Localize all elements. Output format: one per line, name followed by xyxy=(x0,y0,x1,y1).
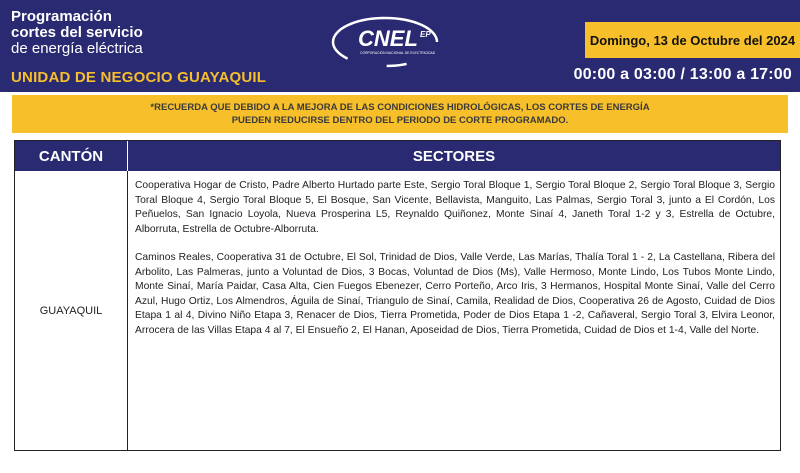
page-title xyxy=(11,9,143,57)
logo-text: CNEL xyxy=(358,26,418,51)
table-header-row xyxy=(15,141,780,171)
title-line-3: de energía eléctrica xyxy=(11,40,143,57)
notice-line-1: *RECUERDA QUE DEBIDO A LA MEJORA DE LAS CONDICIONES HIDROLÓGICAS, LOS CORTES DE ENERGÍA xyxy=(150,102,650,113)
cell-canton: GUAYAQUIL xyxy=(39,305,103,317)
header-sectores: SECTORES xyxy=(412,147,496,165)
cnel-logo xyxy=(330,13,480,71)
logo-subtitle: CORPORACIÓN NACIONAL DE ELECTRICIDAD xyxy=(360,51,436,55)
outage-hours: 00:00 a 03:00 / 13:00 a 17:00 xyxy=(573,66,792,83)
title-line-2: cortes del servicio xyxy=(11,24,143,41)
cell-sectores xyxy=(135,179,775,338)
column-divider xyxy=(127,171,128,451)
sectors-table xyxy=(14,140,781,451)
notice-banner xyxy=(12,95,788,133)
logo-suffix: EP xyxy=(420,30,431,39)
date-box xyxy=(585,22,800,58)
page-header xyxy=(0,0,800,92)
notice-line-2: PUEDEN REDUCIRSE DENTRO DEL PERIODO DE CORTE PROGRAMADO. xyxy=(231,115,569,126)
sectores-paragraph-2: Caminos Reales, Cooperativa 31 de Octubre, El Sol, Trinidad de Dios, Valle Verde, Las Marías, Thalía Toral 1 - 2, La Castellana, Ribera del Arbolito, Las Palmeras, junto a Voluntad de Dios, 3 Bocas, Voluntad de Dios (Ms), Valle Hermoso, Monte Lindo, Los Tubos Monte Lindo, Monte Sinaí, María Paidar, Casa Alta, Cien Fuegos Ebenezer, Cerro Porteño, Arco Iris, 3 Hermanos, Hospital Monte Sinaí, Valle del Cerro Azul, Hugo Ortiz, Los Almendros, Águila de Sinaí, Triangulo de Sinaí, Camila, Realidad de Dios, Cooperativa 26 de Agosto, Cuidad de Dios Etapa 1 al 4, Divino Niño Etapa 3, Renacer de Dios, Tierra Prometida, Poder de Dios Etapa 1 -2, Cañaveral, Sergio Toral 3, Elvira Leonor, Arrocera de las Villas Etapa 4 al 7, El Ensueño 2, El Hanan, Aposeidad de Dios, Tierra Prometida, Cuidad de Dios et 1-4, Valle del Norte. xyxy=(135,252,775,336)
date-label: Domingo, 13 de Octubre del 2024 xyxy=(589,32,796,48)
header-canton: CANTÓN xyxy=(15,141,128,171)
sectores-paragraph-1: Cooperativa Hogar de Cristo, Padre Alberto Hurtado parte Este, Sergio Toral Bloque 1, Sergio Toral Bloque 2, Sergio Toral Bloque 3, Sergio Toral Bloque 4, Sergio Toral Bloque 5, El Bosque, San Vicente, Bellavista, Manguito, Las Palmas, Sergio Toral 3, junto a El Cordón, Los Peñuelos, San Ignacio Loyola, Nueva Prosperina L5, Reynaldo Quiñonez, Monte Sinaí 4, Janeth Toral 1-2 y 3, Estrella de Octubre, Alborruta, Estrella de Octubre-Alborruta. xyxy=(135,180,775,235)
business-unit-label: UNIDAD DE NEGOCIO GUAYAQUIL xyxy=(11,69,267,86)
title-line-1: Programación xyxy=(11,8,112,25)
